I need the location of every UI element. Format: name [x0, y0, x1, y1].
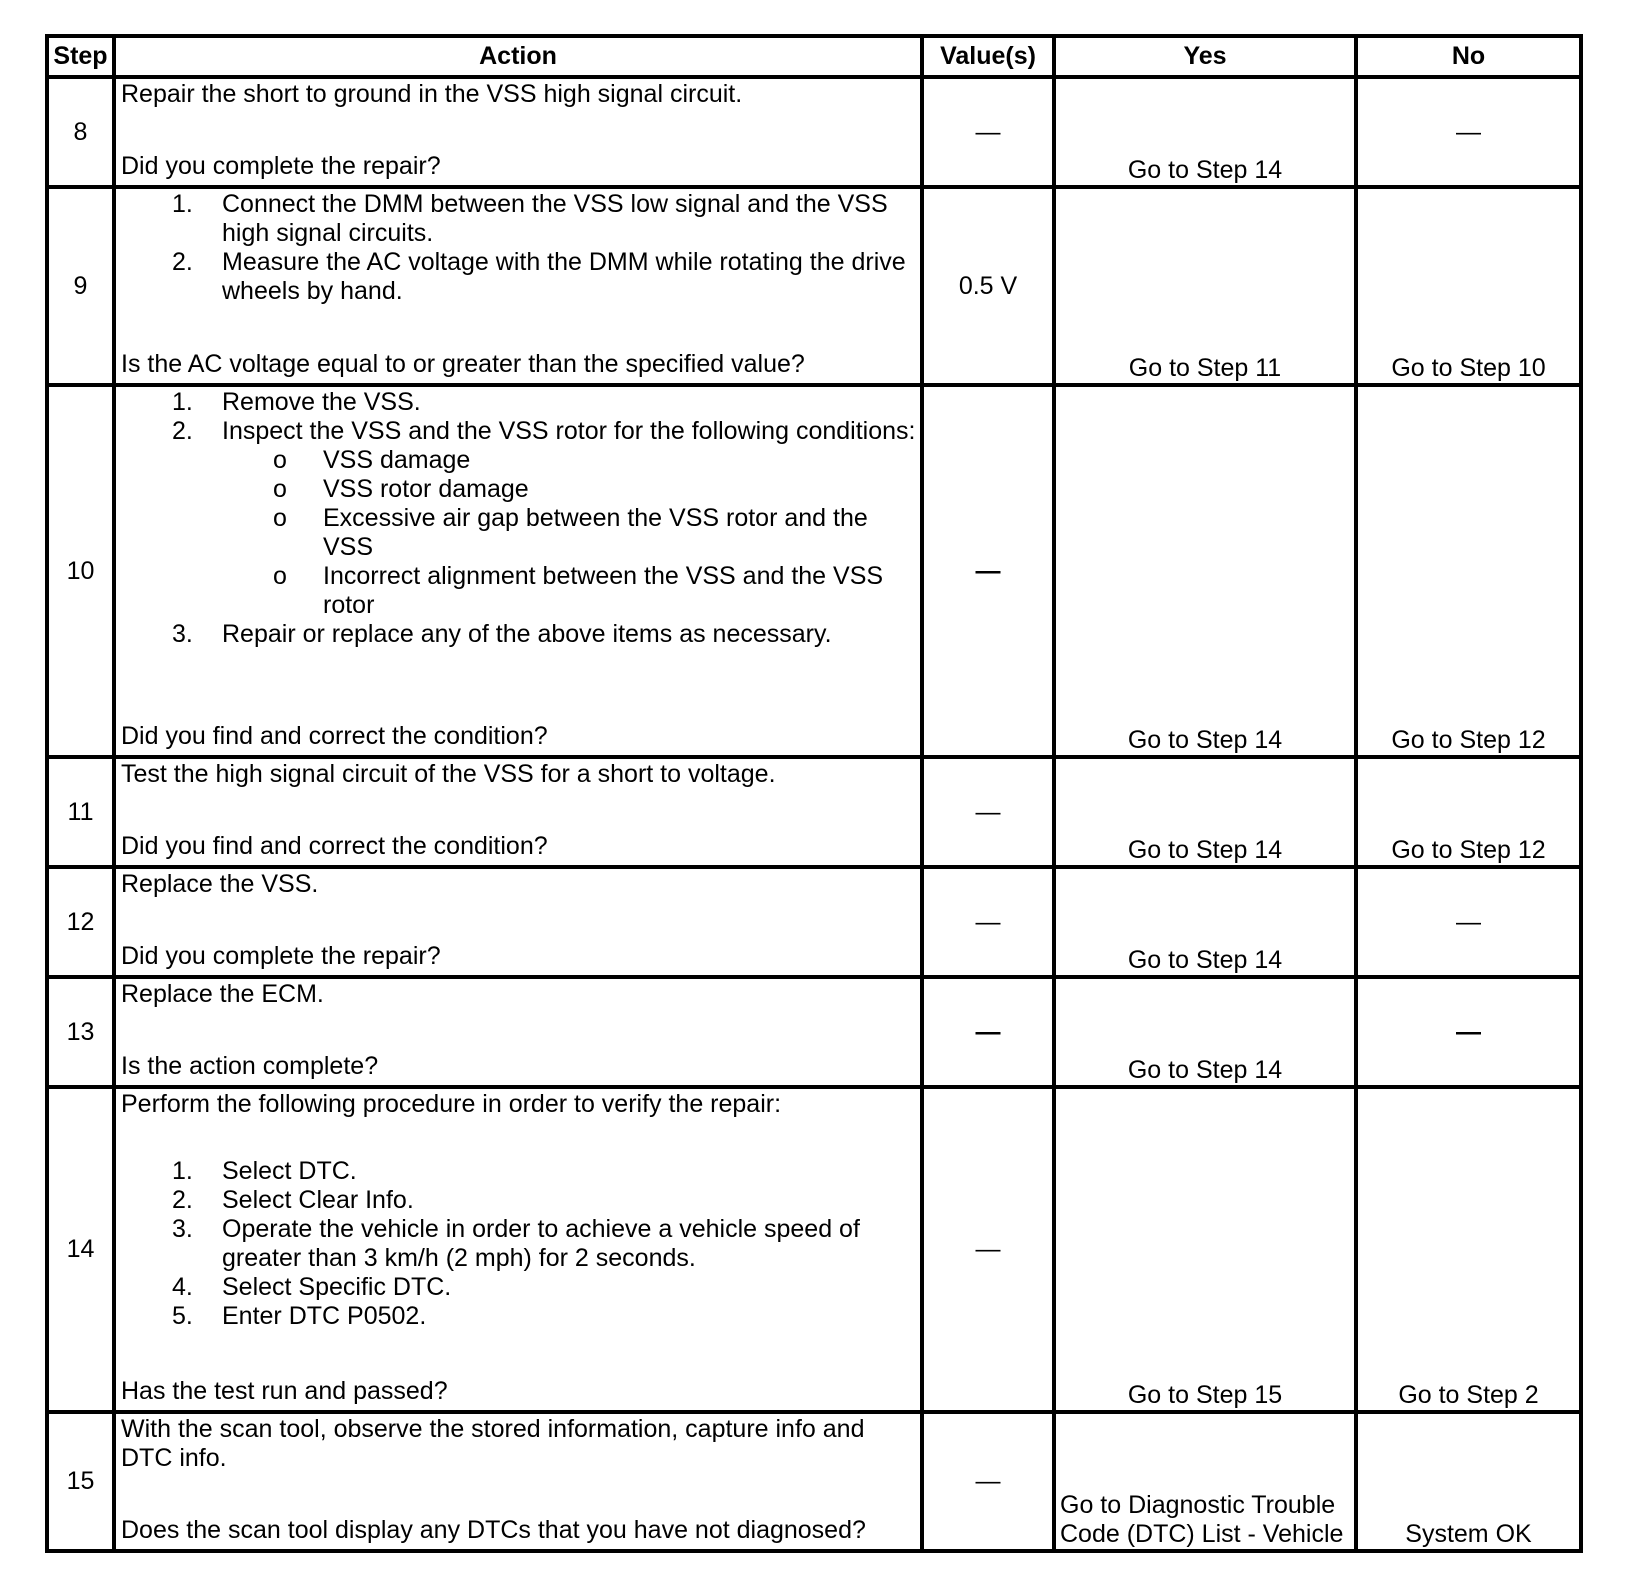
action-cell — [114, 757, 922, 867]
no-cell: Go to Step 2 — [1356, 1087, 1581, 1412]
bullet-item: o VSS rotor damage — [273, 475, 529, 503]
value-cell: — — [922, 867, 1054, 977]
no-cell: System OK — [1356, 1412, 1581, 1551]
table-row — [47, 1087, 1581, 1412]
step-number: 10 — [47, 385, 114, 757]
no-cell: Go to Step 12 — [1356, 385, 1581, 757]
yes-cell: Go to Step 14 — [1054, 77, 1356, 187]
question-text: Is the AC voltage equal to or greater than the specified value? — [121, 350, 805, 378]
list-item: 1. Select DTC. — [172, 1157, 357, 1185]
numbered-list — [121, 388, 916, 649]
list-item: 3. Repair or replace any of the above items as necessary. — [172, 620, 832, 648]
bullet-item: o VSS damage — [273, 446, 471, 474]
no-cell: Go to Step 10 — [1356, 187, 1581, 385]
yes-cell: Go to Step 14 — [1054, 757, 1356, 867]
question-text: Is the action complete? — [121, 1052, 379, 1080]
yes-cell: Go to Step 15 — [1054, 1087, 1356, 1412]
header-step: Step — [47, 36, 114, 77]
question-text: Does the scan tool display any DTCs that you have not diagnosed? — [121, 1516, 866, 1544]
no-cell: — — [1356, 977, 1581, 1087]
yes-cell: Go to Step 14 — [1054, 977, 1356, 1087]
header-row — [47, 36, 1581, 77]
action-text: Replace the VSS. — [121, 870, 319, 898]
header-yes: Yes — [1054, 36, 1356, 77]
numbered-list — [121, 1157, 916, 1331]
header-action: Action — [114, 36, 922, 77]
value-cell: — — [922, 757, 1054, 867]
question-text: Did you find and correct the condition? — [121, 722, 548, 750]
table-row — [47, 1412, 1581, 1551]
bullet-item: o Excessive air gap between the VSS rotor and the VSS — [273, 504, 868, 561]
no-cell: — — [1356, 867, 1581, 977]
step-number: 9 — [47, 187, 114, 385]
bullet-list — [222, 446, 916, 620]
question-text: Did you find and correct the condition? — [121, 832, 548, 860]
action-cell — [114, 1087, 922, 1412]
action-text: Repair the short to ground in the VSS high signal circuit. — [121, 80, 743, 108]
step-number: 13 — [47, 977, 114, 1087]
numbered-list — [121, 190, 916, 306]
table-row — [47, 385, 1581, 757]
table-row — [47, 867, 1581, 977]
step-number: 14 — [47, 1087, 114, 1412]
action-cell — [114, 867, 922, 977]
yes-cell: Go to Step 14 — [1054, 867, 1356, 977]
action-cell — [114, 1412, 922, 1551]
value-cell: — — [922, 385, 1054, 757]
step-number: 15 — [47, 1412, 114, 1551]
action-cell — [114, 187, 922, 385]
bullet-item: o Incorrect alignment between the VSS and the VSS rotor — [273, 562, 884, 619]
action-text: Perform the following procedure in order to verify the repair: — [121, 1090, 782, 1118]
step-number: 8 — [47, 77, 114, 187]
yes-line: Code (DTC) List - Vehicle — [1060, 1520, 1344, 1548]
action-cell — [114, 77, 922, 187]
action-text: With the scan tool, observe the stored information, capture info and DTC info. — [121, 1415, 865, 1472]
action-text: Test the high signal circuit of the VSS for a short to voltage. — [121, 760, 776, 788]
value-cell: 0.5 V — [922, 187, 1054, 385]
value-cell: — — [922, 1412, 1054, 1551]
header-values: Value(s) — [922, 36, 1054, 77]
list-item: 5. Enter DTC P0502. — [172, 1302, 427, 1330]
value-cell: — — [922, 977, 1054, 1087]
no-cell: — — [1356, 77, 1581, 187]
list-item: 4. Select Specific DTC. — [172, 1273, 452, 1301]
yes-cell: Go to Step 14 — [1054, 385, 1356, 757]
table-row — [47, 757, 1581, 867]
list-item: 1. Connect the DMM between the VSS low signal and the VSS high signal circuits. — [172, 190, 888, 247]
step-number: 11 — [47, 757, 114, 867]
action-cell — [114, 977, 922, 1087]
diagnostic-table — [45, 34, 1583, 1553]
list-item: 1. Remove the VSS. — [172, 388, 421, 416]
table-row — [47, 977, 1581, 1087]
value-cell: — — [922, 1087, 1054, 1412]
yes-line: Go to Diagnostic Trouble — [1060, 1491, 1336, 1519]
yes-cell — [1054, 1412, 1356, 1551]
list-item: 2. Select Clear Info. — [172, 1186, 414, 1214]
table-row — [47, 187, 1581, 385]
question-text: Did you complete the repair? — [121, 942, 441, 970]
question-text: Did you complete the repair? — [121, 152, 441, 180]
action-text: Replace the ECM. — [121, 980, 324, 1008]
yes-cell: Go to Step 11 — [1054, 187, 1356, 385]
list-item: 3. Operate the vehicle in order to achieve a vehicle speed of greater than 3 km/h (2 mph) for 2 seconds. — [172, 1215, 860, 1272]
value-cell: — — [922, 77, 1054, 187]
action-cell — [114, 385, 922, 757]
header-no: No — [1356, 36, 1581, 77]
step-number: 12 — [47, 867, 114, 977]
no-cell: Go to Step 12 — [1356, 757, 1581, 867]
list-item: 2. Measure the AC voltage with the DMM while rotating the drive wheels by hand. — [172, 248, 906, 305]
table-row — [47, 77, 1581, 187]
list-item: 2. Inspect the VSS and the VSS rotor for the following conditions: o VSS damage o VSS rotor damage o Excessive air gap between the VSS rotor and the VSS o Incorrect alignment between the VSS and the VSS rotor — [172, 417, 916, 619]
question-text: Has the test run and passed? — [121, 1377, 448, 1405]
